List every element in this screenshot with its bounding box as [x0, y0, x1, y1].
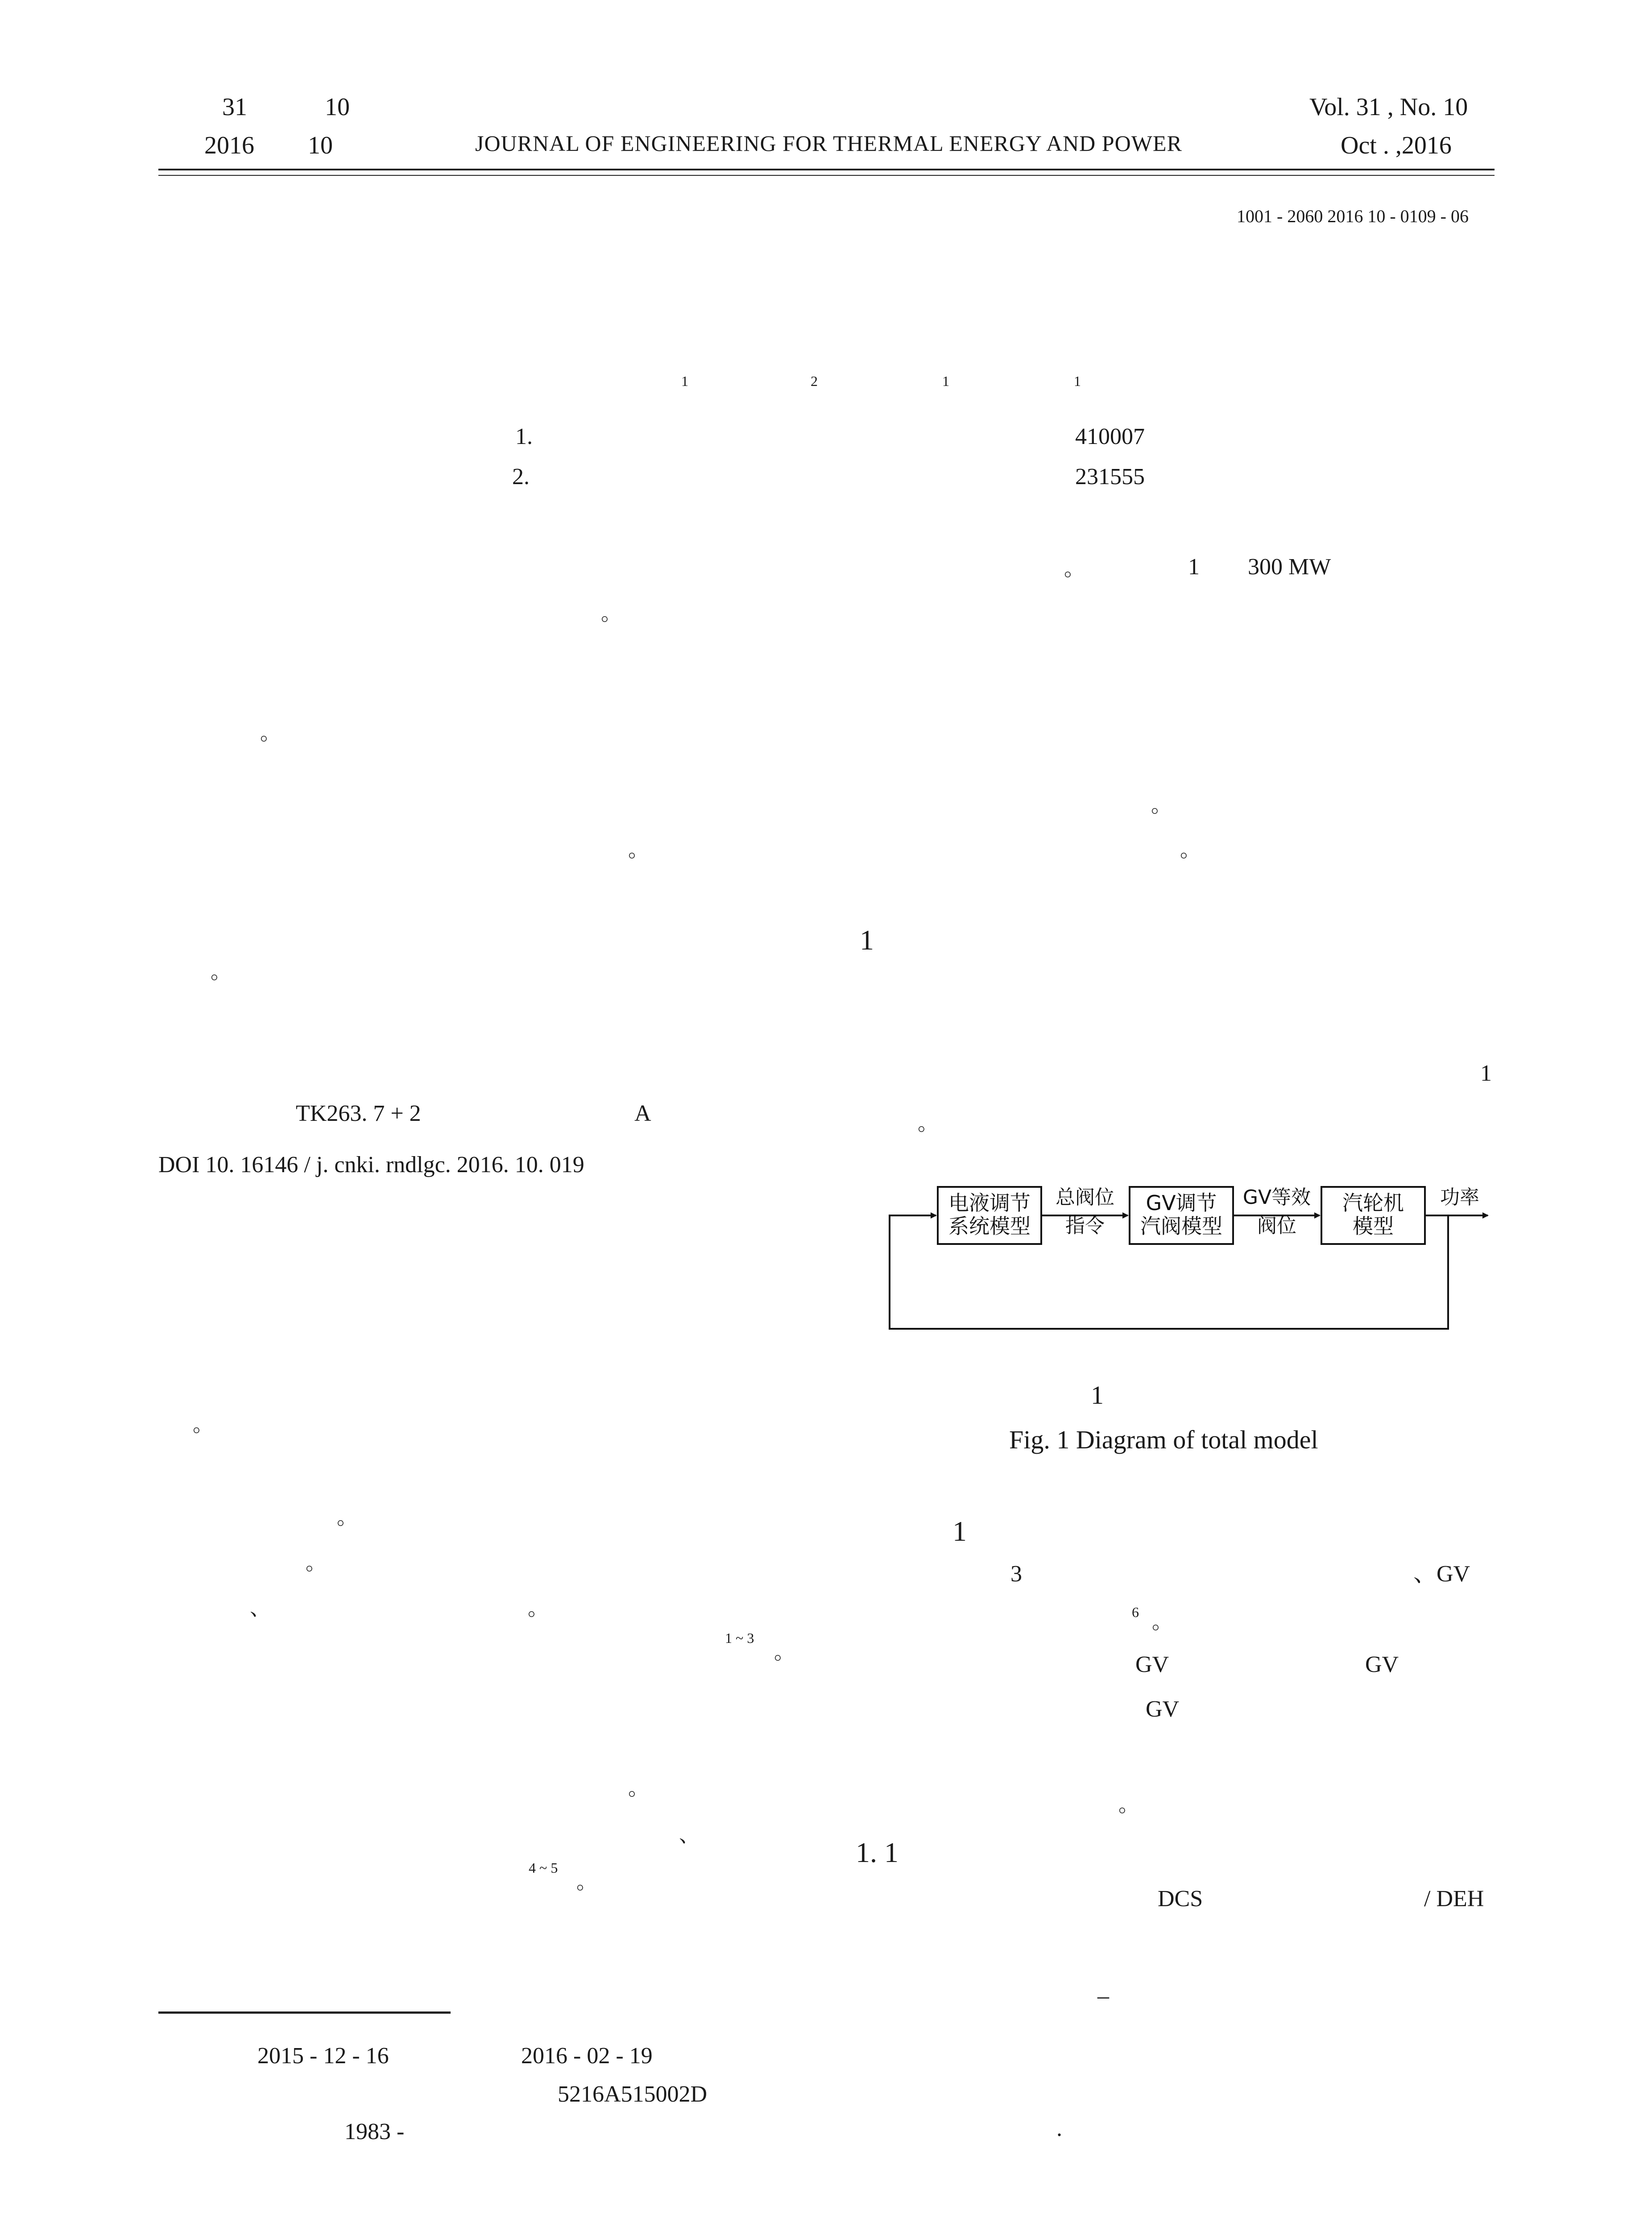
arrow-2-label-2: 阀位 [1257, 1215, 1296, 1237]
right-mark-6: 。 [1118, 1793, 1139, 1816]
block-1-label-2: 系统模型 [948, 1214, 1031, 1238]
ref-1-3: 1 ~ 3 [725, 1630, 754, 1646]
gv-ref-4: GV [1146, 1696, 1180, 1722]
dot-mark: . [1056, 2116, 1062, 2141]
doi: DOI 10. 16146 / j. cnki. rndlgc. 2016. 10. 019 [158, 1152, 584, 1178]
revised-date: 2016 - 02 - 19 [521, 2043, 653, 2069]
right-num-3: 3 [1010, 1561, 1022, 1587]
author-sup-1: 1 [681, 373, 688, 389]
right-mark-4: 。 [918, 1112, 938, 1135]
subsection-1-heading: 1 [952, 1515, 967, 1547]
volume-en: Vol. 31 , No. 10 [1309, 93, 1468, 121]
date-en: Oct . ,2016 [1341, 132, 1452, 159]
block-3-label-1: 汽轮机 [1342, 1191, 1404, 1215]
arrow-1-label-2: 指令 [1065, 1215, 1105, 1237]
header-rule-bottom [158, 175, 1495, 176]
author-sup-3: 1 [942, 373, 949, 389]
block-2-label-2: 汽阀模型 [1140, 1214, 1222, 1238]
clc-number: TK263. 7 + 2 [296, 1101, 421, 1126]
ref-4-5: 4 ~ 5 [529, 1860, 558, 1876]
intro-mark-1: 。 [193, 1413, 213, 1436]
volume-cn: 31 [222, 93, 247, 121]
right-mark-1: 。 [1064, 557, 1085, 580]
affiliation-1-zip: 410007 [1075, 424, 1145, 449]
right-num-1: 1 [1188, 554, 1200, 580]
gv-ref-2: GV [1135, 1652, 1169, 1677]
received-date: 2015 - 12 - 16 [257, 2043, 389, 2069]
right-num-2: 1 [1480, 1061, 1492, 1086]
intro-mark-2: 。 [337, 1506, 357, 1529]
author-birth-year: 1983 - [344, 2119, 405, 2144]
arrow-1-label-1: 总阀位 [1056, 1186, 1114, 1209]
article-code: 1001 - 2060 2016 10 - 0109 - 06 [1237, 206, 1469, 226]
figure-1-caption-en: Fig. 1 Diagram of total model [1009, 1425, 1318, 1454]
ref-6: 6 [1132, 1604, 1139, 1620]
abstract-mark-2: 。 [260, 722, 281, 744]
abstract-mark-1: 。 [601, 602, 621, 625]
figure-1-diagram [883, 1178, 1508, 1339]
right-mark-5: 。 [1152, 1610, 1172, 1633]
intro-mark-8: 、 [679, 1824, 700, 1846]
block-1-label-1: 电液调节 [948, 1191, 1031, 1215]
section-1-1-heading: 1. 1 [856, 1837, 898, 1868]
header-rule-top [158, 169, 1495, 170]
affiliation-2-number: 2. [512, 464, 530, 489]
right-mark-2: 。 [1151, 794, 1172, 817]
fund-number: 5216A515002D [558, 2082, 708, 2107]
right-mark-3: 。 [1180, 838, 1201, 861]
arrow-2-label-1: GV等效 [1242, 1186, 1311, 1209]
affiliation-2-zip: 231555 [1075, 464, 1145, 489]
block-3-label-2: 模型 [1353, 1214, 1394, 1238]
section-1-heading: 1 [860, 924, 874, 956]
block-2-label-1: GV调节 [1146, 1191, 1217, 1215]
dcs-label: DCS [1158, 1886, 1203, 1912]
affiliation-1-number: 1. [515, 424, 533, 449]
intro-mark-6: 。 [774, 1641, 795, 1663]
document-code: A [634, 1101, 651, 1126]
footnote-rule [158, 2011, 451, 2014]
gv-ref-3: GV [1365, 1652, 1399, 1677]
author-sup-4: 1 [1074, 373, 1081, 389]
journal-title: JOURNAL OF ENGINEERING FOR THERMAL ENERGY AND POWER [475, 131, 1182, 156]
dash-mark: – [1097, 1983, 1109, 2009]
gv-ref-1: 、GV [1413, 1561, 1470, 1587]
intro-mark-4: 、 [250, 1597, 270, 1620]
deh-label: / DEH [1424, 1886, 1484, 1912]
month-cn: 10 [308, 132, 333, 159]
issue-cn: 10 [325, 93, 350, 121]
unit-300mw: 300 MW [1248, 554, 1331, 580]
intro-mark-7: 。 [628, 1777, 649, 1800]
intro-mark-5: 。 [528, 1597, 548, 1620]
output-label: 功率 [1440, 1186, 1479, 1209]
intro-mark-9: 。 [576, 1870, 597, 1893]
abstract-mark-4: 。 [211, 960, 231, 983]
year-cn: 2016 [204, 132, 254, 159]
intro-mark-3: 。 [306, 1551, 326, 1574]
figure-1-caption-number: 1 [1091, 1381, 1104, 1410]
author-sup-2: 2 [811, 373, 818, 389]
abstract-mark-3: 。 [628, 838, 649, 861]
